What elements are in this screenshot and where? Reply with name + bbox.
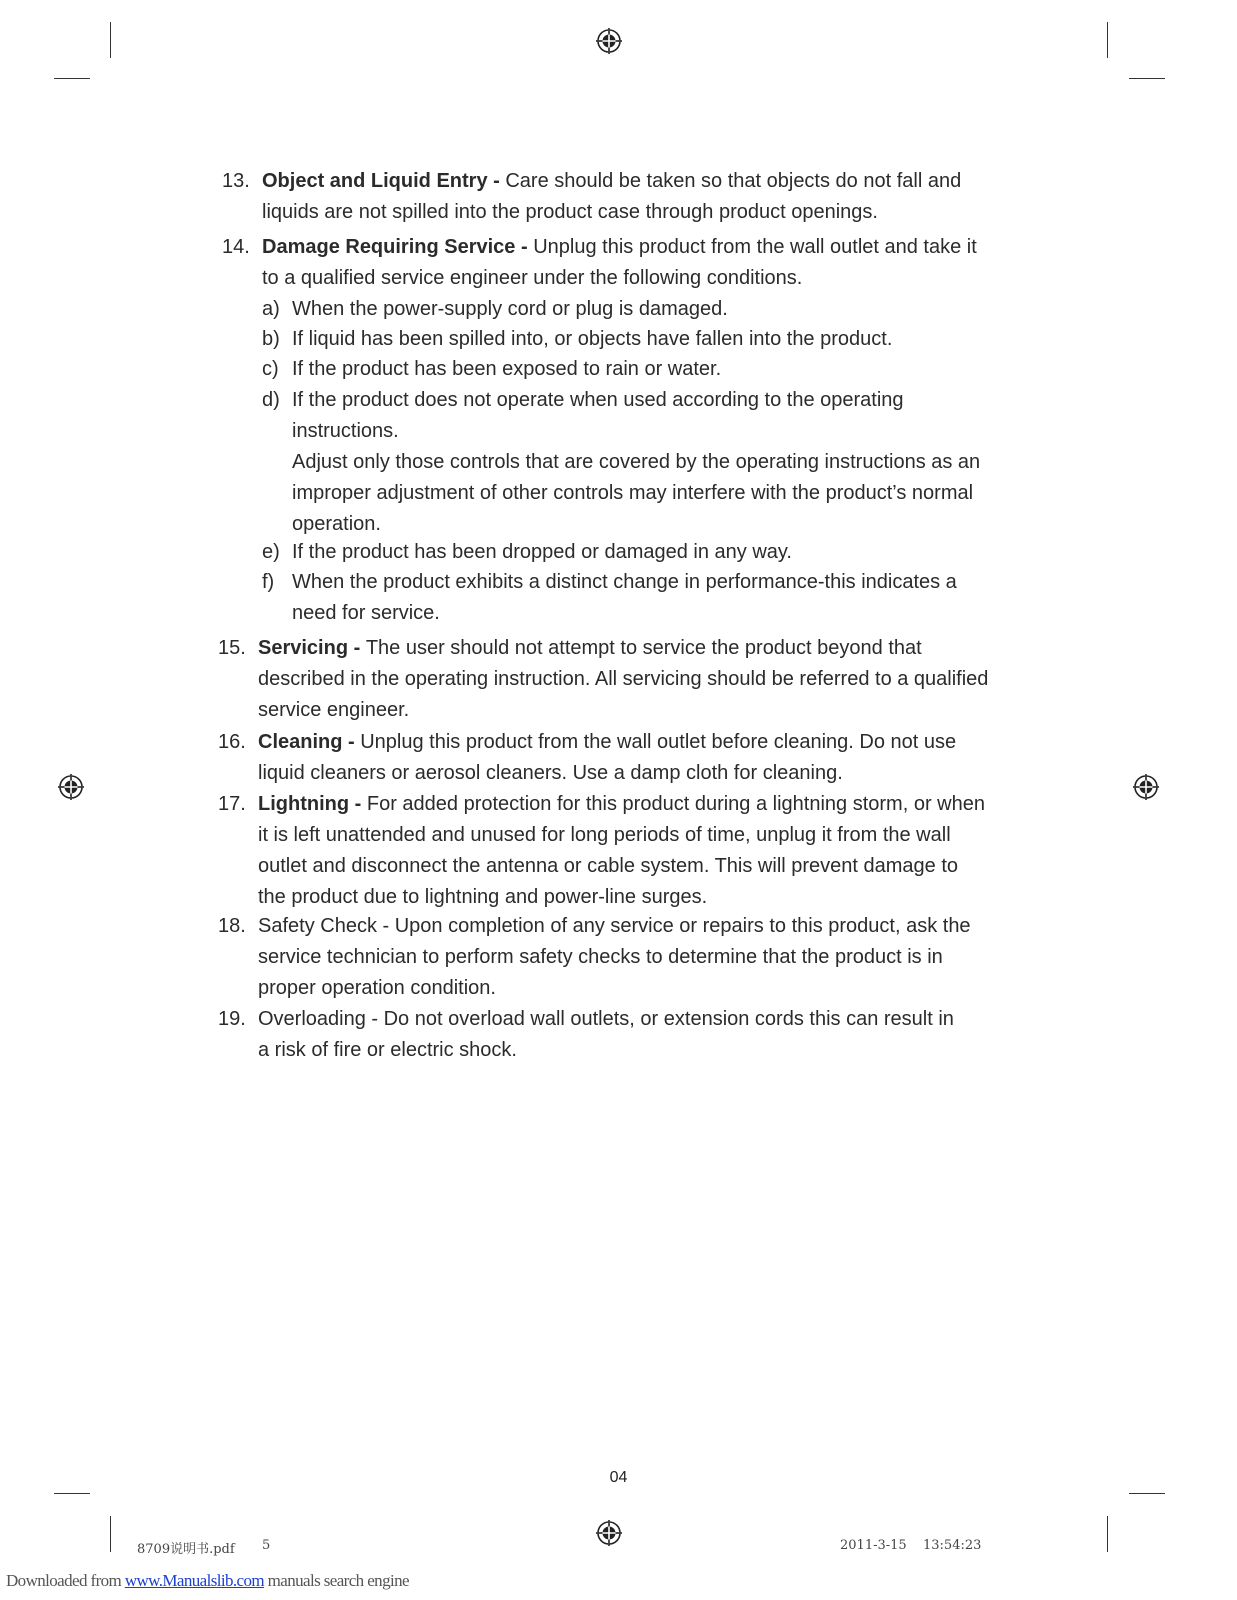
item-text: Unplug this product from the wall outlet and take it to a qualified service engineer under the following conditions. [262, 236, 977, 289]
download-watermark [6, 1571, 409, 1591]
footer-page-index: 5 [262, 1538, 271, 1553]
item-text: The user should not attempt to service the product beyond that described in the operating instruction. All servicing should be referred to a qualified service engineer. [258, 637, 989, 721]
item-number: 14. [222, 236, 250, 258]
item-number: 13. [222, 170, 250, 192]
item-number: 17. [218, 793, 246, 815]
sub-item-text: When the product exhibits a distinct change in performance-this indicates a need for service. [292, 571, 957, 624]
crop-mark [1107, 22, 1108, 58]
list-item [218, 727, 1018, 789]
crop-mark [54, 78, 90, 79]
item-text: Overloading - Do not overload wall outlets, or extension cords this can result in a risk of fire or electric shock. [258, 1008, 954, 1061]
sub-item-letter: a) [262, 298, 280, 320]
item-text: Unplug this product from the wall outlet before cleaning. Do not use liquid cleaners or aerosol cleaners. Use a damp cloth for cleaning. [258, 731, 957, 784]
sub-item-text: If the product has been exposed to rain or water. [292, 358, 722, 380]
watermark-suffix: manuals search engine [264, 1571, 409, 1590]
sub-item-text: When the power-supply cord or plug is damaged. [292, 298, 728, 320]
list-item [218, 789, 1018, 913]
crop-mark [110, 1516, 111, 1552]
crop-mark [54, 1493, 90, 1494]
item-text: Care should be taken so that objects do not fall and liquids are not spilled into the product case through product openings. [262, 170, 962, 223]
item-title: Damage Requiring Service - [262, 236, 534, 258]
sub-item-letter: f) [262, 571, 275, 593]
sub-item-letter: b) [262, 328, 280, 350]
item-number: 18. [218, 915, 246, 937]
registration-mark-icon [596, 28, 622, 54]
registration-mark-icon [58, 774, 84, 800]
crop-mark [110, 22, 111, 58]
list-item [222, 232, 1012, 294]
sub-item-text: If liquid has been spilled into, or objects have fallen into the product. [292, 328, 893, 350]
footer-date: 2011-3-15 [840, 1538, 907, 1553]
registration-mark-icon [1133, 774, 1159, 800]
item-number: 16. [218, 731, 246, 753]
sub-item-letter: c) [262, 358, 279, 380]
page-number: 04 [609, 1469, 628, 1486]
sub-item-letter: e) [262, 541, 280, 563]
item-title: Object and Liquid Entry - [262, 170, 506, 192]
list-item [218, 911, 1018, 1004]
list-item [218, 633, 1018, 726]
item-text: Safety Check - Upon completion of any service or repairs to this product, ask the service technician to perform safety checks to determine that the product is in proper operation condition. [258, 915, 971, 999]
sub-item-text: If the product has been dropped or damaged in any way. [292, 541, 792, 563]
sub-item-text: If the product does not operate when used according to the operating instructions. Adjust only those controls that are covered by the operating instructions as an improper adjustment of other controls may interfere with the product’s normal operation. [292, 389, 981, 535]
crop-mark [1129, 78, 1165, 79]
sub-item-letter: d) [262, 389, 280, 411]
crop-mark [1129, 1493, 1165, 1494]
list-item [222, 166, 1012, 228]
item-number: 15. [218, 637, 246, 659]
watermark-link[interactable]: www.Manualslib.com [124, 1571, 265, 1590]
registration-mark-icon [596, 1520, 622, 1546]
item-title: Lightning - [258, 793, 367, 815]
crop-mark [1107, 1516, 1108, 1552]
footer-file-name: 8709说明书.pdf [137, 1542, 235, 1557]
item-title: Servicing - [258, 637, 366, 659]
item-title: Cleaning - [258, 731, 361, 753]
list-item [218, 1004, 1018, 1066]
item-text: For added protection for this product during a lightning storm, or when it is left unattended and unused for long periods of time, unplug it from the wall outlet and disconnect the antenna or cable system. This will prevent damage to the product due to lightning and power-line surges. [258, 793, 985, 908]
watermark-prefix: Downloaded from [6, 1571, 125, 1590]
footer-time: 13:54:23 [923, 1538, 982, 1553]
item-number: 19. [218, 1008, 246, 1030]
